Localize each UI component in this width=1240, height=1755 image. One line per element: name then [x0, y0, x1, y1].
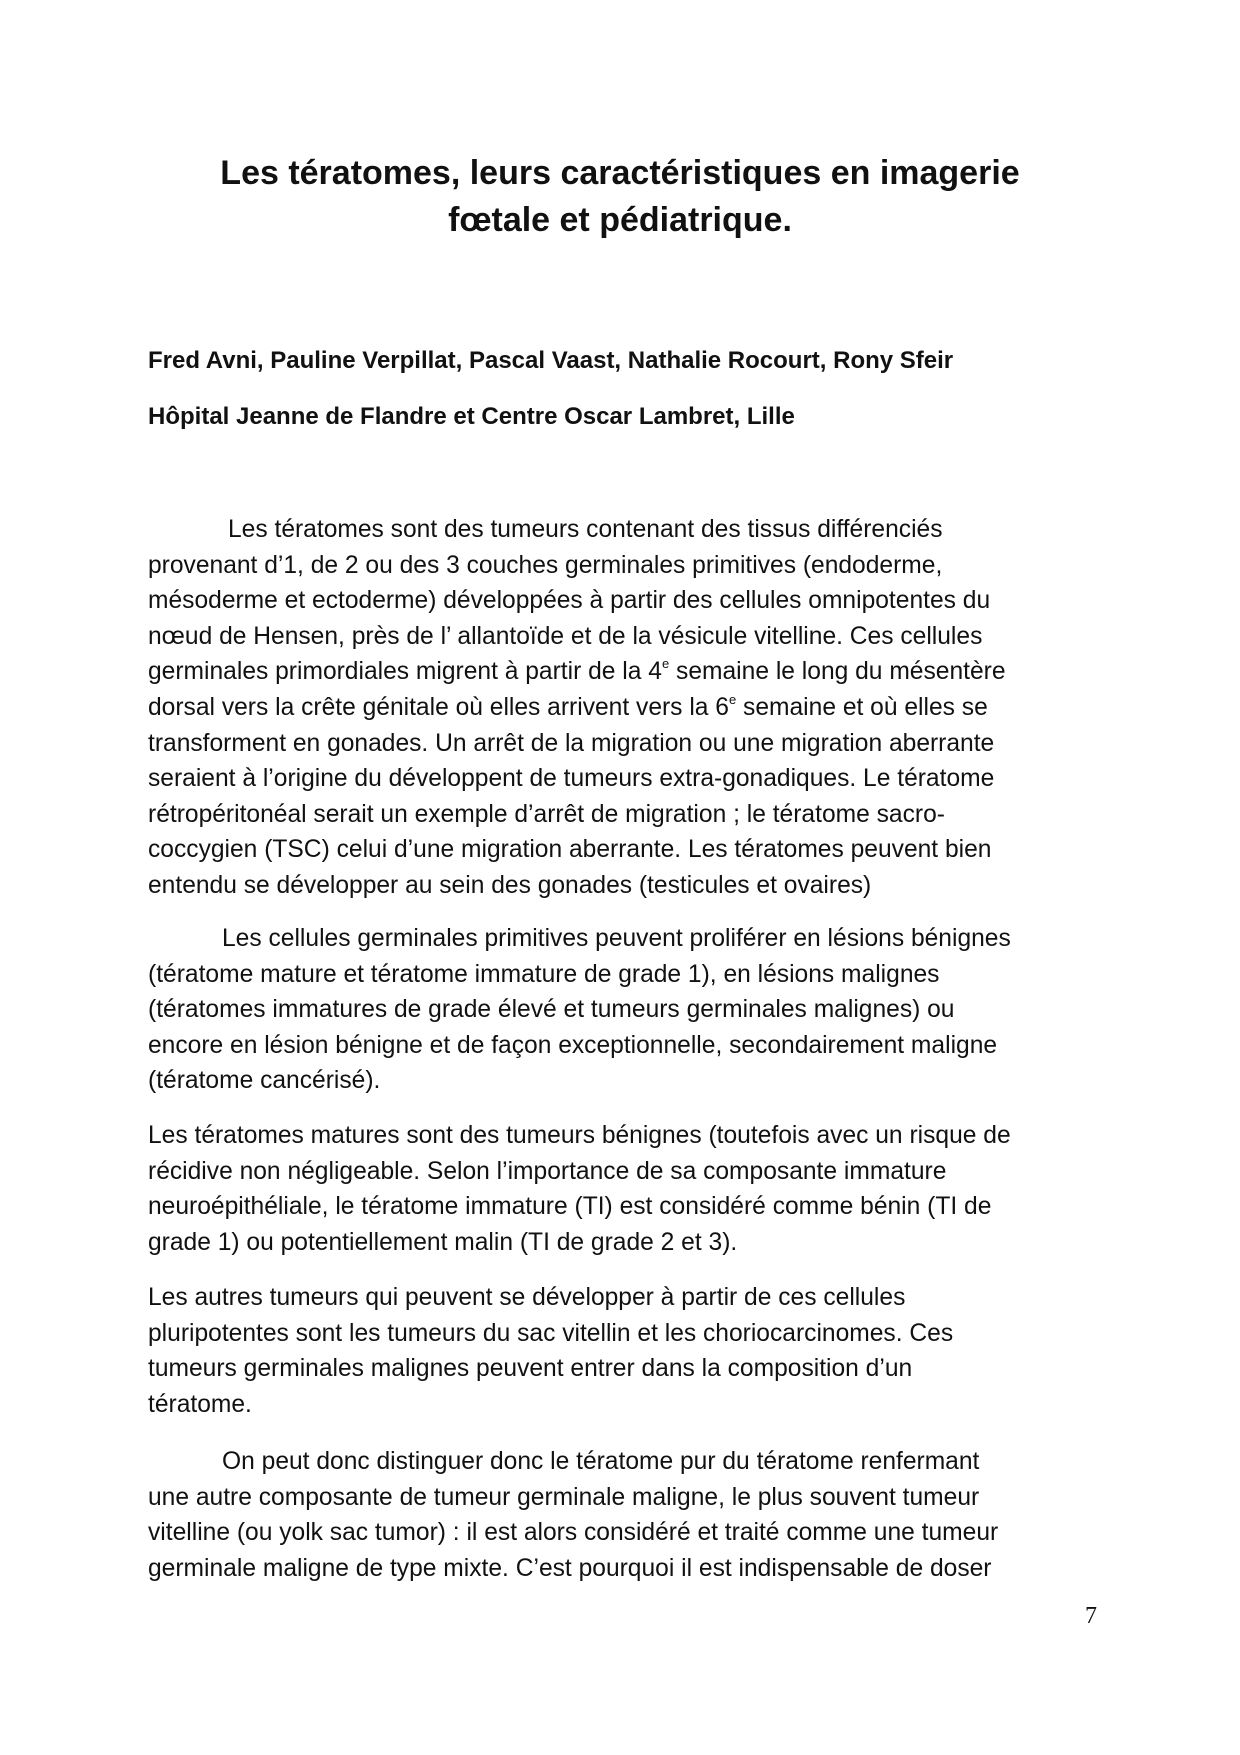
paragraph-1 — [148, 512, 1094, 904]
paragraph-4-line: tumeurs germinales malignes peuvent entrer dans la composition d’un — [148, 1355, 913, 1383]
paragraph-1-line: transforment en gonades. Un arrêt de la migration ou une migration aberrante — [148, 729, 995, 757]
paragraph-2-line: encore en lésion bénigne et de façon exceptionnelle, secondairement maligne — [148, 1031, 998, 1059]
paragraph-1-line — [148, 654, 1094, 690]
paragraph-3-line: neuroépithéliale, le tératome immature (TI) est considéré comme bénin (TI de — [148, 1193, 992, 1221]
paragraph-1-line: nœud de Hensen, près de l’ allantoïde et de la vésicule vitelline. Ces cellules — [148, 622, 983, 650]
paragraph-3-line: Les tératomes matures sont des tumeurs bénignes (toutefois avec un risque de — [148, 1122, 1011, 1149]
paragraph-4-line: pluripotentes sont les tumeurs du sac vitellin et les choriocarcinomes. Ces — [148, 1319, 954, 1347]
line-text: dorsal vers la crête génitale où elles arrivent vers la 6 — [148, 693, 729, 721]
paragraph-1-line: Les tératomes sont des tumeurs contenant des tissus différenciés — [228, 516, 943, 543]
affiliation: Hôpital Jeanne de Flandre et Centre Oscar Lambret, Lille — [148, 403, 795, 430]
line-text: germinales primordiales migrent à partir de la 4 — [148, 658, 662, 686]
paragraph-1-line: entendu se développer au sein des gonades (testicules et ovaires) — [148, 871, 872, 899]
paragraph-2-line: (tératomes immatures de grade élevé et tumeurs germinales malignes) ou — [148, 996, 955, 1024]
paragraph-3-line: récidive non négligeable. Selon l’importance de sa composante immature — [148, 1157, 947, 1185]
paragraph-1-line — [148, 690, 1094, 726]
paragraph-5-line: germinale maligne de type mixte. C’est pourquoi il est indispensable de doser — [148, 1554, 992, 1582]
paragraph-2-line: (tératome cancérisé). — [148, 1067, 381, 1095]
authors: Fred Avni, Pauline Verpillat, Pascal Vaast, Nathalie Rocourt, Rony Sfeir — [148, 347, 954, 374]
paragraph-4 — [148, 1280, 1094, 1422]
paragraph-1-line: provenant d’1, de 2 ou des 3 couches germinales primitives (endoderme, — [148, 551, 943, 579]
paragraph-2-line: (tératome mature et tératome immature de grade 1), en lésions malignes — [148, 960, 940, 988]
paragraph-1-line: seraient à l’origine du développent de tumeurs extra-gonadiques. Le tératome — [148, 765, 995, 793]
paragraph-4-line: Les autres tumeurs qui peuvent se développer à partir de ces cellules — [148, 1284, 906, 1311]
line-text: semaine et où elles se — [736, 693, 988, 721]
superscript: e — [728, 691, 737, 707]
title-line-1: Les tératomes, leurs caractéristiques en imagerie — [220, 154, 1020, 192]
page-number: 7 — [1085, 1603, 1097, 1629]
paragraph-1-line: coccygien (TSC) celui d’une migration aberrante. Les tératomes peuvent bien — [148, 836, 992, 864]
paragraph-1-line: mésoderme et ectoderme) développées à partir des cellules omnipotentes du — [148, 587, 991, 615]
superscript: e — [661, 656, 670, 672]
title-line-2: fœtale et pédiatrique. — [448, 201, 792, 239]
paragraph-1-line: rétropéritonéal serait un exemple d’arrêt de migration ; le tératome sacro- — [148, 800, 945, 828]
paragraph-3 — [148, 1118, 1094, 1260]
paragraph-5-line: une autre composante de tumeur germinale maligne, le plus souvent tumeur — [148, 1483, 980, 1511]
paragraph-2-line: Les cellules germinales primitives peuvent proliférer en lésions bénignes — [222, 925, 1011, 952]
document-title — [148, 150, 1092, 244]
paragraph-3-line: grade 1) ou potentiellement malin (TI de grade 2 et 3). — [148, 1228, 738, 1256]
paragraph-5-line: vitelline (ou yolk sac tumor) : il est alors considéré et traité comme une tumeur — [148, 1519, 999, 1547]
paragraph-5-line: On peut donc distinguer donc le tératome pur du tératome renfermant — [222, 1448, 980, 1475]
paragraph-5 — [148, 1444, 1094, 1586]
paragraph-2 — [148, 921, 1094, 1099]
line-text: semaine le long du mésentère — [669, 658, 1006, 686]
paragraph-4-line: tératome. — [148, 1390, 252, 1418]
